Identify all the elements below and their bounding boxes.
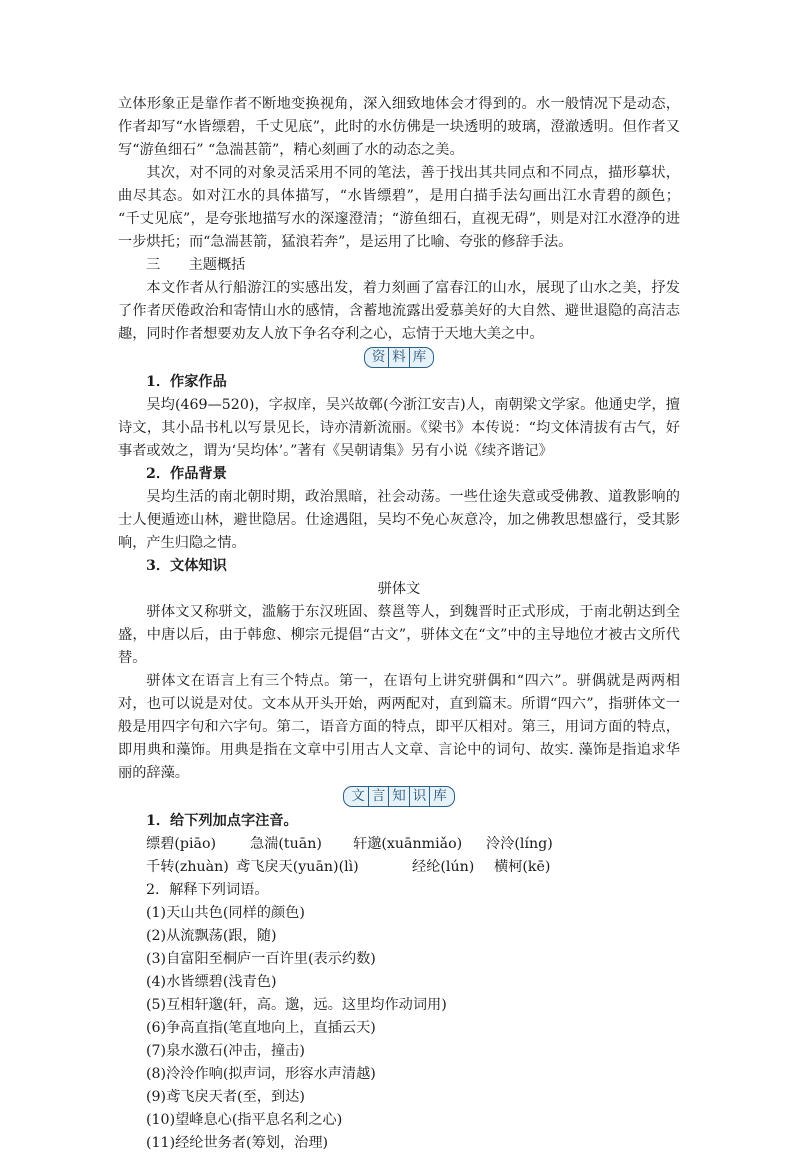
paragraph-background: 吴均生活的南北朝时期，政治黑暗，社会动荡。一些仕途失意或受佛教、道教影响的士人便遁迹山林，避世隐居。仕途遇阻，吴均不免心灰意冷，加之佛教思想盛行，受其影响，产生归隐之情。 <box>118 489 680 551</box>
question-definitions: 2．解释下列词语。 <box>146 882 269 898</box>
pinyin-item: 经纶(lún) <box>412 859 475 875</box>
heading-author-works: 1．作家作品 <box>146 374 227 390</box>
list-item: (2)从流飘荡(跟，随) <box>146 928 277 944</box>
heading-background: 2．作品背景 <box>146 466 227 482</box>
banner-char: 资 <box>364 347 390 368</box>
banner-char: 库 <box>430 786 455 807</box>
question-pinyin: 1．给下列加点字注音。 <box>146 813 298 829</box>
banner-classical-knowledge <box>118 786 680 808</box>
list-item: (5)互相轩邈(轩，高。邈，远。这里均作动词用) <box>146 997 447 1013</box>
list-item: (3)自富阳至桐庐一百许里(表示约数) <box>146 951 376 967</box>
banner-char: 知 <box>389 786 410 807</box>
paragraph-genre-history: 骈体文又称骈文，滥觞于东汉班固、蔡邕等人，到魏晋时正式形成，于南北朝达到全盛，中唐以后，由于韩愈、柳宗元提倡“古文”，骈体文在“文”中的主导地位才被古文所代替。 <box>118 604 680 666</box>
heading-genre: 3．文体知识 <box>146 558 227 574</box>
list-item: (6)争高直指(笔直地向上，直插云天) <box>146 1020 376 1036</box>
pinyin-row-1 <box>118 833 680 856</box>
pinyin-item: 急湍(tuān) <box>250 836 322 852</box>
pinyin-item: 泠泠(líng) <box>486 836 553 852</box>
paragraph-writing-technique: 其次，对不同的对象灵活采用不同的笔法，善于找出其共同点和不同点，描形摹状，曲尽其态。如对江水的具体描写，“水皆缥碧”，是用白描手法勾画出江水青碧的颜色； “千丈见底”，是夸张地描写水的深邃澄清；“游鱼细石，直视无碍”，则是对江水澄净的进一步烘托；而“急湍甚箭，猛浪若奔”，是运用了比喻、夸张的修辞手法。 <box>118 165 680 250</box>
list-item: (9)鸢飞戾天者(至，到达) <box>146 1089 305 1105</box>
definition-list <box>118 902 680 1155</box>
list-item: (7)泉水激石(冲击，撞击) <box>146 1043 305 1059</box>
banner-char: 库 <box>410 347 435 368</box>
pinyin-item: 轩邈(xuānmiǎo) <box>353 836 463 852</box>
pinyin-row-2 <box>118 856 680 879</box>
banner-char: 言 <box>369 786 390 807</box>
banner-char: 识 <box>410 786 431 807</box>
paragraph-author-works: 吴均(469—520)，字叔庠，吴兴故鄣(今浙江安吉)人，南朝梁文学家。他通史学，擅诗文，其小品书札以写景见长，诗亦清新流丽。《梁书》本传说：“均文体清拔有古气，好事者或效之，谓为‘吴均体’。”著有《吴朝请集》另有小说《续齐谐记》 <box>118 397 680 459</box>
genre-title: 骈体文 <box>377 581 421 597</box>
list-item: (11)经纶世务者(筹划，治理) <box>146 1135 329 1151</box>
list-item: (8)泠泠作响(拟声词，形容水声清越) <box>146 1066 376 1082</box>
paragraph-water-imagery: 立体形象正是靠作者不断地变换视角，深入细致地体会才得到的。水一般情况下是动态，作者却写“水皆缥碧，千丈见底”，此时的水仿佛是一块透明的玻璃，澄澈透明。但作者又写“游鱼细石” “急湍甚箭”，精心刻画了水的动态之美。 <box>118 96 680 158</box>
pinyin-item: 鸢飞戾天(yuān)(lì) <box>236 859 359 875</box>
pinyin-item: 千转(zhuàn) <box>146 859 229 875</box>
pinyin-item: 缥碧(piāo) <box>146 836 217 852</box>
section-title-theme: 三 主题概括 <box>146 257 246 273</box>
banner-char: 文 <box>343 786 369 807</box>
list-item: (10)望峰息心(指平息名利之心) <box>146 1112 343 1128</box>
banner-resource-library <box>118 347 680 369</box>
list-item: (4)水皆缥碧(浅青色) <box>146 974 277 990</box>
paragraph-genre-features: 骈体文在语言上有三个特点。第一，在语句上讲究骈偶和“四六”。骈偶就是两两相对，也可以说是对仗。文本从开头开始，两两配对，直到篇末。所谓“四六”，指骈体文一般是用四字句和六字句。第二，语音方面的特点，即平仄相对。第三，用词方面的特点，即用典和藻饰。用典是指在文章中引用古人文章、言论中的词句、故实. 藻饰是指追求华丽的辞藻。 <box>118 673 680 781</box>
pinyin-item: 横柯(kē) <box>494 859 551 875</box>
list-item: (1)天山共色(同样的颜色) <box>146 905 305 921</box>
document-page <box>118 93 680 1155</box>
paragraph-theme: 本文作者从行船游江的实感出发，着力刻画了富春江的山水，展现了山水之美，抒发了作者厌倦政治和寄情山水的感情，含蓄地流露出爱慕美好的大自然、避世退隐的高洁志趣，同时作者想要劝友人放下争名夺利之心，忘情于天地大美之中。 <box>118 280 680 342</box>
banner-char: 料 <box>389 347 410 368</box>
